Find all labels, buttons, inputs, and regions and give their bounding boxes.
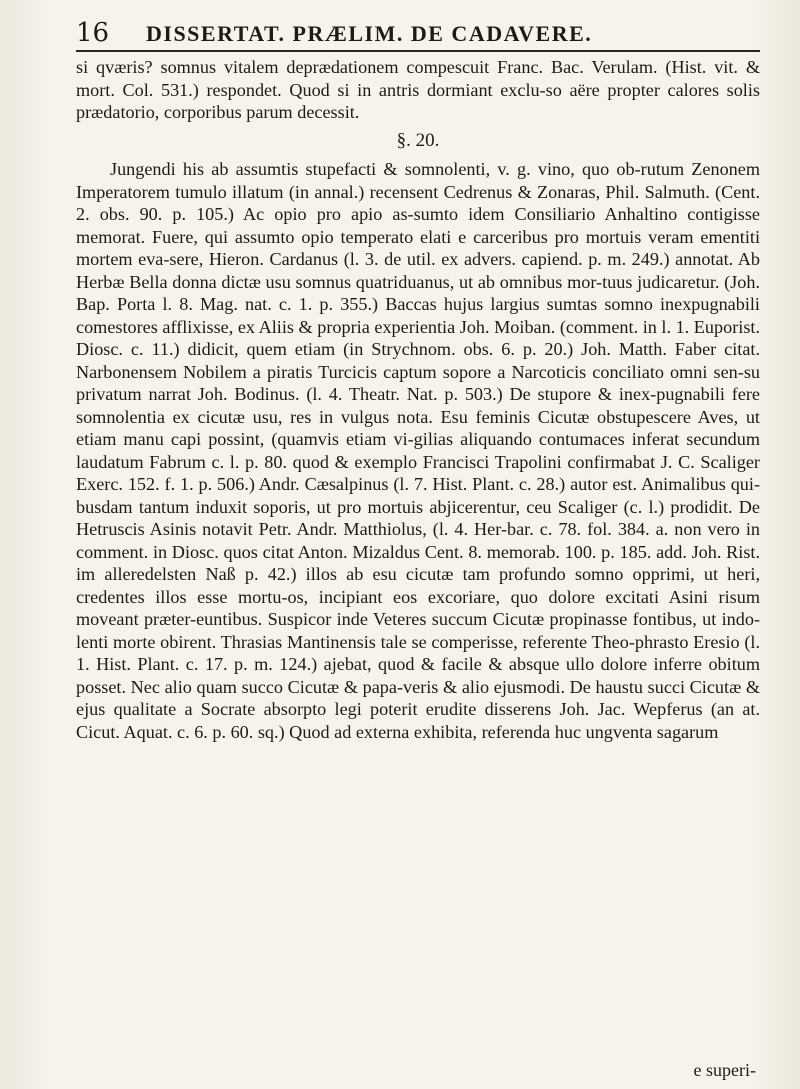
section-mark: §. 20. <box>396 129 440 151</box>
paragraph-2: Jungendi his ab assumtis stupefacti & somnolenti, v. g. vino, quo ob-rutum Zenonem Imperatorem tumulo illatum (in annal.) recensent Cedrenus & Zonaras, Phil. Salmuth. (Cent. 2. obs. 90. p. 105.) Ac opio pro apio as-sumto idem Consiliario Anhaltino contigisse memorat. Fuere, qui assumto opio temperato elati e carceribus pro mortuis veram ementiti mortem eva-sere, Hieron. Cardanus (l. 3. de util. ex advers. capiend. p. m. 249.) annotat. Ab Herbæ Bella donna dictæ usu somnus quatriduanus, ut ab omnibus mor-tuus judicaretur. (Joh. Bap. Porta l. 8. Mag. nat. c. 1. p. 355.) Baccas hujus largius sumtas somno inexpugnabili comestores afflixisse, ex Aliis & propria experientia Joh. Moiban. (comment. in l. 1. Euporist. Diosc. c. 11.) didicit, quem etiam (in Strychnom. obs. 6. p. 20.) Joh. Matth. Faber citat. Narbonensem Nobilem a piratis Turcicis captum sopore a Narcoticis conciliato omni sen-su privatum narrat Joh. Bodinus. (l. 4. Theatr. Nat. p. 503.) De stupore & inex-pugnabili fere somnolentia ex cicutæ usu, res in vulgus nota. Esu feminis Cicutæ obstupescere Aves, ut etiam manu capi possint, (quamvis etiam vi-gilias aliquando contumaces inferat secundum laudatum Fabrum c. l. p. 80. quod & exemplo Francisci Trapolini confirmabat J. C. Scaliger Exerc. 152. f. 1. p. 506.) Andr. Cæsalpinus (l. 7. Hist. Plant. c. 28.) autor est. Animalibus qui-busdam tantum induxit soporis, ut pro mortuis abjicerentur, ceu Scaliger (c. l.) prodidit. De Hetruscis Asinis notavit Petr. Andr. Matthiolus, (l. 4. Her-bar. c. 78. fol. 384. a. non vero in comment. in Diosc. quos citat Anton. Mizaldus Cent. 8. memorab. 100. p. 185. add. Joh. Rist. im alleredelsten Naß p. 42.) illos ab esu cicutæ tam profundo somno opprimi, ut heri, credentes illos esse mortu-os, incipiant eos excoriare, quo dolore excitati Asini risum moveant præter-euntibus. Suspicor inde Veteres succum Cicutæ propinasse fontibus, ut indo-lenti morte obirent. Thrasias Mantinensis tale se comperisse, referente Theo-phrasto Eresio (l. 1. Hist. Plant. c. 17. p. m. 124.) ajebat, quod & facile & absque ullo dolore inferre obitum posset. Nec alio quam succo Cicutæ & papa-veris & alio ejusmodi. De haustu succi Cicutæ & ejus qualitate a Socrate absorpto legi poterit erudite disserens Joh. Jac. Wepferus (an at. Cicut. Aquat. c. 6. p. 60. sq.) Quod ad externa exhibita, referenda huc ungventa sagarum <box>76 159 760 742</box>
page-header <box>76 18 760 52</box>
paragraph-1: si qværis? somnus vitalem deprædationem compescuit Franc. Bac. Verulam. (Hist. vit. & mort. Col. 531.) respondet. Quod si in antris dormiant exclu-so aëre propter calores solis prædatorio, corporibus parum decessit. <box>76 57 760 122</box>
catchword: e superi- <box>693 1060 756 1080</box>
body-text <box>76 56 760 743</box>
page-number: 16 <box>76 18 110 48</box>
running-head: DISSERTAT. PRÆLIM. DE CADAVERE. <box>146 21 593 46</box>
